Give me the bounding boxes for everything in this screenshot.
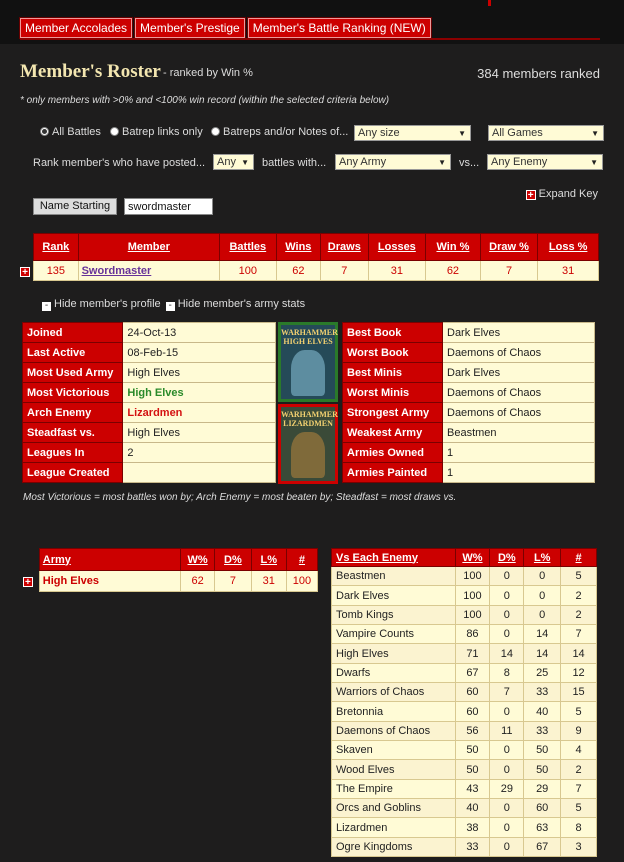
radio-batreps-notes[interactable]: Batreps and/or Notes of... <box>211 126 348 138</box>
enemy-name-cell: Warriors of Chaos <box>332 683 456 702</box>
joined-value: 24-Oct-13 <box>123 323 276 343</box>
league-created-label: League Created <box>23 463 123 483</box>
table-row <box>332 605 597 624</box>
weakest-army-value: Beastmen <box>443 423 595 443</box>
losses-header[interactable]: Losses <box>368 234 426 261</box>
loss-pct-header[interactable]: Loss % <box>538 234 599 261</box>
enemy-name-cell: Bretonnia <box>332 702 456 721</box>
table-row <box>332 741 597 760</box>
best-minis-label: Best Minis <box>343 363 443 383</box>
table-row <box>332 760 597 779</box>
enemy-name-cell: High Elves <box>332 644 456 663</box>
size-select[interactable]: Any size ▼ <box>354 125 471 141</box>
count-cell: 7 <box>561 779 597 798</box>
radio-all-battles[interactable]: All Battles <box>40 126 101 138</box>
loss-pct-cell: 14 <box>524 644 561 663</box>
enemy-name-cell: Vampire Counts <box>332 625 456 644</box>
draws-cell: 7 <box>321 261 368 281</box>
win-pct-cell: 67 <box>455 663 490 682</box>
header-divider <box>20 38 600 40</box>
army-stats-table <box>20 548 318 592</box>
dropdown-arrow-icon: ▼ <box>590 158 598 167</box>
table-row <box>332 586 597 605</box>
draw-pct-cell: 14 <box>490 644 524 663</box>
count-header[interactable]: # <box>561 549 597 567</box>
win-pct-cell: 50 <box>455 741 490 760</box>
worst-book-label: Worst Book <box>343 343 443 363</box>
most-victorious-army-book[interactable] <box>278 322 338 402</box>
wins-cell: 62 <box>276 261 320 281</box>
win-pct-cell: 38 <box>455 818 490 837</box>
rank-cell: 135 <box>34 261 78 281</box>
draw-pct-cell: 0 <box>490 741 524 760</box>
enemy-table-body <box>332 549 597 857</box>
draw-pct-cell: 29 <box>490 779 524 798</box>
profile-row <box>23 423 276 443</box>
table-row <box>332 625 597 644</box>
book-art <box>291 350 325 396</box>
ranking-table <box>20 233 599 281</box>
enemy-name-cell: Orcs and Goblins <box>332 799 456 818</box>
count-cell: 100 <box>286 571 317 592</box>
profile-legend: Most Victorious = most battles won by; Arch Enemy = most beaten by; Steadfast = most draws vs. <box>23 492 457 503</box>
table-row <box>332 663 597 682</box>
loss-pct-cell: 67 <box>524 837 561 856</box>
win-pct-cell: 62 <box>181 571 215 592</box>
win-pct-cell: 100 <box>455 586 490 605</box>
minus-icon: - <box>166 302 175 311</box>
book-title: WARHAMMER LIZARDMEN <box>281 410 338 428</box>
count-cell: 2 <box>561 586 597 605</box>
enemy-name-cell: Dark Elves <box>332 586 456 605</box>
tab-battle-ranking[interactable]: Member's Battle Ranking (NEW) <box>248 18 431 38</box>
win-pct-cell: 50 <box>455 760 490 779</box>
loss-pct-cell: 0 <box>524 567 561 586</box>
expand-cell[interactable] <box>20 571 39 592</box>
enemy-name-cell: Tomb Kings <box>332 605 456 624</box>
profile-row <box>343 323 595 343</box>
most-victorious-label: Most Victorious <box>23 383 123 403</box>
profile-table-left <box>22 322 276 483</box>
last-active-label: Last Active <box>23 343 123 363</box>
profile-row <box>343 383 595 403</box>
league-created-value <box>123 463 276 483</box>
draw-pct-cell: 11 <box>490 721 524 740</box>
dropdown-arrow-icon: ▼ <box>241 158 249 167</box>
loss-pct-cell: 14 <box>524 625 561 644</box>
book-art <box>291 432 325 478</box>
profile-row <box>343 443 595 463</box>
profile-row <box>23 363 276 383</box>
arch-enemy-label: Arch Enemy <box>23 403 123 423</box>
wins-header[interactable]: Wins <box>276 234 320 261</box>
radio-icon <box>110 127 119 136</box>
weakest-army-label: Weakest Army <box>343 423 443 443</box>
enemy-name-cell: Skaven <box>332 741 456 760</box>
profile-row <box>23 443 276 463</box>
enemy-name-cell: Beastmen <box>332 567 456 586</box>
best-minis-value: Dark Elves <box>443 363 595 383</box>
army-header[interactable]: Army <box>39 549 180 571</box>
enemy-name-cell: Lizardmen <box>332 818 456 837</box>
members-count: 384 members ranked <box>477 66 600 81</box>
strongest-army-value: Daemons of Chaos <box>443 403 595 423</box>
army-name-cell: High Elves <box>39 571 180 592</box>
profile-row <box>23 403 276 423</box>
count-cell: 14 <box>561 644 597 663</box>
table-row <box>332 837 597 856</box>
table-row <box>332 644 597 663</box>
win-pct-header[interactable]: W% <box>455 549 490 567</box>
table-row <box>332 567 597 586</box>
steadfast-value: High Elves <box>123 423 276 443</box>
profile-row <box>343 343 595 363</box>
loss-pct-cell: 40 <box>524 702 561 721</box>
draw-pct-cell: 0 <box>490 605 524 624</box>
profile-table-right <box>342 322 595 483</box>
loss-pct-cell: 31 <box>538 261 599 281</box>
battles-cell: 100 <box>220 261 277 281</box>
draws-header[interactable]: Draws <box>321 234 368 261</box>
dropdown-arrow-icon: ▼ <box>591 129 599 138</box>
battles-header[interactable]: Battles <box>220 234 277 261</box>
worst-minis-label: Worst Minis <box>343 383 443 403</box>
expand-column-header <box>20 234 34 261</box>
most-used-army-value: High Elves <box>123 363 276 383</box>
draw-pct-header[interactable]: Draw % <box>480 234 538 261</box>
win-pct-header[interactable]: Win % <box>426 234 481 261</box>
count-cell: 9 <box>561 721 597 740</box>
win-pct-cell: 60 <box>455 702 490 721</box>
ranking-header-row <box>20 234 599 261</box>
win-pct-cell: 100 <box>455 605 490 624</box>
enemy-name-cell: Dwarfs <box>332 663 456 682</box>
minus-icon: - <box>42 302 51 311</box>
best-book-label: Best Book <box>343 323 443 343</box>
count-cell: 4 <box>561 741 597 760</box>
enemy-name-cell: Ogre Kingdoms <box>332 837 456 856</box>
worst-book-value: Daemons of Chaos <box>443 343 595 363</box>
loss-pct-header[interactable]: L% <box>251 549 286 571</box>
profile-row <box>23 343 276 363</box>
win-pct-cell: 62 <box>426 261 481 281</box>
draw-pct-header[interactable]: D% <box>490 549 524 567</box>
enemy-stats-table <box>331 548 597 857</box>
expand-column-header <box>20 549 39 571</box>
arch-enemy-army-book[interactable] <box>278 404 338 484</box>
win-pct-cell: 33 <box>455 837 490 856</box>
best-book-value: Dark Elves <box>443 323 595 343</box>
profile-row <box>343 423 595 443</box>
armies-painted-value: 1 <box>443 463 595 483</box>
draw-pct-header[interactable]: D% <box>215 549 251 571</box>
profile-row <box>343 463 595 483</box>
draw-pct-cell: 0 <box>490 567 524 586</box>
win-pct-cell: 60 <box>455 683 490 702</box>
table-row <box>332 721 597 740</box>
expand-cell[interactable] <box>20 261 34 281</box>
profile-toggles <box>42 298 305 311</box>
loss-pct-cell: 33 <box>524 683 561 702</box>
loss-pct-cell: 63 <box>524 818 561 837</box>
worst-minis-value: Daemons of Chaos <box>443 383 595 403</box>
plus-icon: + <box>526 190 536 200</box>
loss-pct-cell: 33 <box>524 721 561 740</box>
loss-pct-cell: 0 <box>524 586 561 605</box>
count-header[interactable]: # <box>286 549 317 571</box>
member-link[interactable]: Swordmaster <box>78 261 219 281</box>
table-row <box>332 779 597 798</box>
page-title: Member's Roster <box>20 61 161 82</box>
loss-pct-cell: 50 <box>524 760 561 779</box>
header-accent <box>488 0 491 6</box>
loss-pct-cell: 25 <box>524 663 561 682</box>
count-cell: 5 <box>561 799 597 818</box>
loss-pct-cell: 50 <box>524 741 561 760</box>
count-cell: 7 <box>561 625 597 644</box>
member-header[interactable]: Member <box>78 234 219 261</box>
enemy-name-cell: Wood Elves <box>332 760 456 779</box>
name-search-input[interactable] <box>124 198 213 215</box>
criteria-note: * only members with >0% and <100% win record (within the selected criteria below) <box>20 95 390 106</box>
leagues-in-label: Leagues In <box>23 443 123 463</box>
win-pct-cell: 86 <box>455 625 490 644</box>
profile-row <box>23 383 276 403</box>
leagues-in-value: 2 <box>123 443 276 463</box>
table-row <box>20 261 599 281</box>
profile-row <box>23 323 276 343</box>
loss-pct-header[interactable]: L% <box>524 549 561 567</box>
steadfast-label: Steadfast vs. <box>23 423 123 443</box>
radio-batrep-links[interactable]: Batrep links only <box>110 126 203 138</box>
loss-pct-cell: 60 <box>524 799 561 818</box>
book-title: WARHAMMER HIGH ELVES <box>281 328 338 346</box>
profile-row <box>343 403 595 423</box>
win-pct-cell: 71 <box>455 644 490 663</box>
losses-cell: 31 <box>368 261 426 281</box>
vs-enemy-header[interactable]: Vs Each Enemy <box>332 549 456 567</box>
army-select[interactable]: Any Army ▼ <box>335 154 451 170</box>
draw-pct-cell: 0 <box>490 586 524 605</box>
draw-pct-cell: 0 <box>490 837 524 856</box>
hide-army-stats-toggle[interactable]: - Hide member's army stats <box>166 298 305 310</box>
armies-painted-label: Armies Painted <box>343 463 443 483</box>
arch-enemy-value: Lizardmen <box>123 403 276 423</box>
rank-label: Rank member's who have posted... <box>33 157 206 169</box>
loss-pct-cell: 29 <box>524 779 561 798</box>
plus-icon: + <box>20 267 30 277</box>
win-pct-cell: 100 <box>455 567 490 586</box>
win-pct-cell: 56 <box>455 721 490 740</box>
last-active-value: 08-Feb-15 <box>123 343 276 363</box>
draw-pct-cell: 0 <box>490 760 524 779</box>
loss-pct-cell: 31 <box>251 571 286 592</box>
most-used-army-label: Most Used Army <box>23 363 123 383</box>
draw-pct-cell: 7 <box>490 683 524 702</box>
enemy-header-row <box>332 549 597 567</box>
battles-with-label: battles with... <box>262 157 327 169</box>
joined-label: Joined <box>23 323 123 343</box>
table-row <box>332 683 597 702</box>
most-victorious-value: High Elves <box>123 383 276 403</box>
profile-row <box>343 363 595 383</box>
dropdown-arrow-icon: ▼ <box>458 129 466 138</box>
enemy-name-cell: Daemons of Chaos <box>332 721 456 740</box>
draw-pct-cell: 0 <box>490 818 524 837</box>
name-starting-button[interactable]: Name Starting <box>33 198 117 215</box>
count-cell: 8 <box>561 818 597 837</box>
armies-owned-value: 1 <box>443 443 595 463</box>
draw-pct-cell: 0 <box>490 799 524 818</box>
count-cell: 5 <box>561 567 597 586</box>
count-cell: 2 <box>561 760 597 779</box>
draw-pct-cell: 0 <box>490 702 524 721</box>
enemy-select[interactable]: Any Enemy ▼ <box>487 154 603 170</box>
draw-pct-cell: 7 <box>480 261 538 281</box>
win-pct-header[interactable]: W% <box>181 549 215 571</box>
win-pct-cell: 43 <box>455 779 490 798</box>
page-subtitle: - ranked by Win % <box>163 67 253 79</box>
loss-pct-cell: 0 <box>524 605 561 624</box>
count-cell: 3 <box>561 837 597 856</box>
radio-icon <box>211 127 220 136</box>
hide-profile-toggle[interactable]: - Hide member's profile <box>42 298 161 310</box>
tab-bar <box>20 18 431 38</box>
table-row <box>332 799 597 818</box>
count-cell: 2 <box>561 605 597 624</box>
enemy-name-cell: The Empire <box>332 779 456 798</box>
tab-members-prestige[interactable]: Member's Prestige <box>135 18 245 38</box>
table-row <box>332 818 597 837</box>
count-cell: 5 <box>561 702 597 721</box>
games-select[interactable]: All Games ▼ <box>488 125 604 141</box>
dropdown-arrow-icon: ▼ <box>438 158 446 167</box>
table-row <box>332 702 597 721</box>
win-pct-cell: 40 <box>455 799 490 818</box>
army-header-row <box>20 549 318 571</box>
strongest-army-label: Strongest Army <box>343 403 443 423</box>
draw-pct-cell: 7 <box>215 571 251 592</box>
vs-label: vs... <box>459 157 480 169</box>
expand-key-toggle[interactable]: + Expand Key <box>526 188 598 200</box>
armies-owned-label: Armies Owned <box>343 443 443 463</box>
table-row <box>20 571 318 592</box>
draw-pct-cell: 0 <box>490 625 524 644</box>
profile-row <box>23 463 276 483</box>
rank-header[interactable]: Rank <box>34 234 78 261</box>
draw-pct-cell: 8 <box>490 663 524 682</box>
plus-icon: + <box>23 577 33 587</box>
tab-member-accolades[interactable]: Member Accolades <box>20 18 132 38</box>
count-cell: 15 <box>561 683 597 702</box>
battles-count-select[interactable]: Any ▼ <box>213 154 254 170</box>
radio-selected-icon <box>40 127 49 136</box>
count-cell: 12 <box>561 663 597 682</box>
